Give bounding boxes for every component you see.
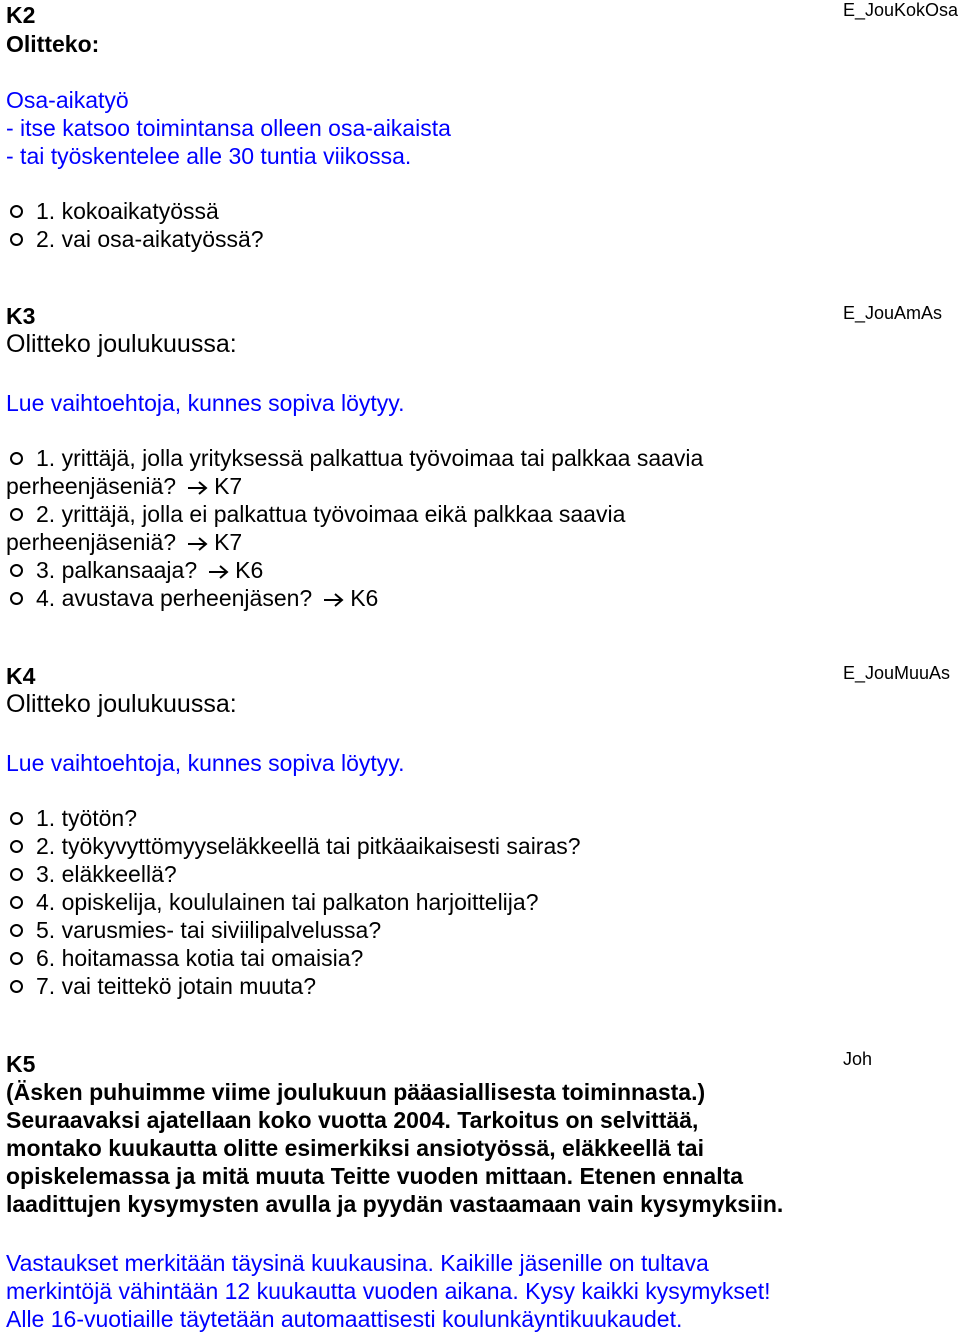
options-k4 <box>6 804 581 1000</box>
arrow-right-icon <box>188 481 208 495</box>
option-k3-2-continued: perheenjäseniä? K7 <box>6 529 243 555</box>
option-k4-7[interactable]: 7. vai teittekö jotain muuta? <box>6 972 581 1000</box>
question-text-line: (Äsken puhuimme viime joulukuun pääasiallisesta toiminnasta.) <box>6 1079 706 1105</box>
question-text-line: montako kuukautta olitte esimerkiksi ansiotyössä, eläkkeellä tai <box>6 1135 704 1161</box>
arrow-right-icon <box>188 537 208 551</box>
variable-name-k3: E_JouAmAs <box>843 303 943 323</box>
radio-circle-icon[interactable] <box>10 896 23 909</box>
option-k4-1[interactable]: 1. työtön? <box>6 804 581 832</box>
option-k3-1-continued: perheenjäseniä? K7 <box>6 473 243 499</box>
skip-target: K6 <box>235 557 264 583</box>
radio-circle-icon[interactable] <box>10 233 23 246</box>
arrow-right-icon <box>209 565 229 579</box>
radio-circle-icon[interactable] <box>10 952 23 965</box>
question-code-k5: K5 <box>6 1051 36 1077</box>
note-line: - tai työskentelee alle 30 tuntia viikossa. <box>6 143 412 169</box>
note-line: merkintöjä vähintään 12 kuukautta vuoden aikana. Kysy kaikki kysymykset! <box>6 1278 771 1304</box>
skip-target: K7 <box>214 529 243 555</box>
question-text-line: Seuraavaksi ajatellaan koko vuotta 2004. Tarkoitus on selvittää, <box>6 1107 699 1133</box>
question-text-line: opiskelemassa ja mitä muuta Teitte vuoden mittaan. Etenen ennalta <box>6 1163 744 1189</box>
radio-circle-icon[interactable] <box>10 924 23 937</box>
interviewer-note-k2 <box>6 86 451 170</box>
question-code-k3: K3 <box>6 303 36 329</box>
question-title-k2: Olitteko: <box>6 31 100 57</box>
option-k2-2[interactable]: 2. vai osa-aikatyössä? <box>6 225 264 253</box>
question-title-k3: Olitteko joulukuussa: <box>6 330 237 358</box>
interviewer-note-k5 <box>6 1249 771 1333</box>
question-code-k4: K4 <box>6 663 36 689</box>
interviewer-note-k3: Lue vaihtoehtoja, kunnes sopiva löytyy. <box>6 390 405 416</box>
question-title-k4: Olitteko joulukuussa: <box>6 690 237 718</box>
option-k3-4[interactable]: 4. avustava perheenjäsen? K6 <box>6 584 703 612</box>
option-k4-3[interactable]: 3. eläkkeellä? <box>6 860 581 888</box>
note-line: - itse katsoo toimintansa olleen osa-aikaista <box>6 115 451 141</box>
radio-circle-icon[interactable] <box>10 812 23 825</box>
note-line: Vastaukset merkitään täysinä kuukausina. Kaikille jäsenille on tultava <box>6 1250 709 1276</box>
option-k4-5[interactable]: 5. varusmies- tai siviilipalvelussa? <box>6 916 581 944</box>
radio-circle-icon[interactable] <box>10 564 23 577</box>
question-text-k5 <box>6 1078 783 1218</box>
options-k3 <box>6 444 703 612</box>
note-line: Osa-aikatyö <box>6 87 129 113</box>
option-k4-4[interactable]: 4. opiskelija, koululainen tai palkaton harjoittelija? <box>6 888 581 916</box>
note-line: Alle 16-vuotiaille täytetään automaattisesti koulunkäyntikuukaudet. <box>6 1306 683 1332</box>
question-text-line: laadittujen kysymysten avulla ja pyydän vastaamaan vain kysymyksiin. <box>6 1191 784 1217</box>
option-k3-1[interactable]: 1. yrittäjä, jolla yrityksessä palkattua työvoimaa tai palkkaa saavia <box>6 444 703 472</box>
variable-name-k5: Joh <box>843 1049 873 1069</box>
variable-name-k2: E_JouKokOsa <box>843 0 959 20</box>
skip-target: K7 <box>214 473 243 499</box>
radio-circle-icon[interactable] <box>10 592 23 605</box>
question-code-k2: K2 <box>6 2 36 28</box>
skip-target: K6 <box>350 585 379 611</box>
radio-circle-icon[interactable] <box>10 452 23 465</box>
option-k3-3[interactable]: 3. palkansaaja? K6 <box>6 556 703 584</box>
option-k2-1[interactable]: 1. kokoaikatyössä <box>6 197 264 225</box>
radio-circle-icon[interactable] <box>10 840 23 853</box>
options-k2 <box>6 197 264 253</box>
arrow-right-icon <box>324 593 344 607</box>
radio-circle-icon[interactable] <box>10 980 23 993</box>
radio-circle-icon[interactable] <box>10 205 23 218</box>
option-k4-6[interactable]: 6. hoitamassa kotia tai omaisia? <box>6 944 581 972</box>
option-k4-2[interactable]: 2. työkyvyttömyyseläkkeellä tai pitkäaikaisesti sairas? <box>6 832 581 860</box>
variable-name-k4: E_JouMuuAs <box>843 663 951 683</box>
radio-circle-icon[interactable] <box>10 868 23 881</box>
interviewer-note-k4: Lue vaihtoehtoja, kunnes sopiva löytyy. <box>6 750 405 776</box>
radio-circle-icon[interactable] <box>10 508 23 521</box>
option-k3-2[interactable]: 2. yrittäjä, jolla ei palkattua työvoimaa eikä palkkaa saavia <box>6 500 703 528</box>
